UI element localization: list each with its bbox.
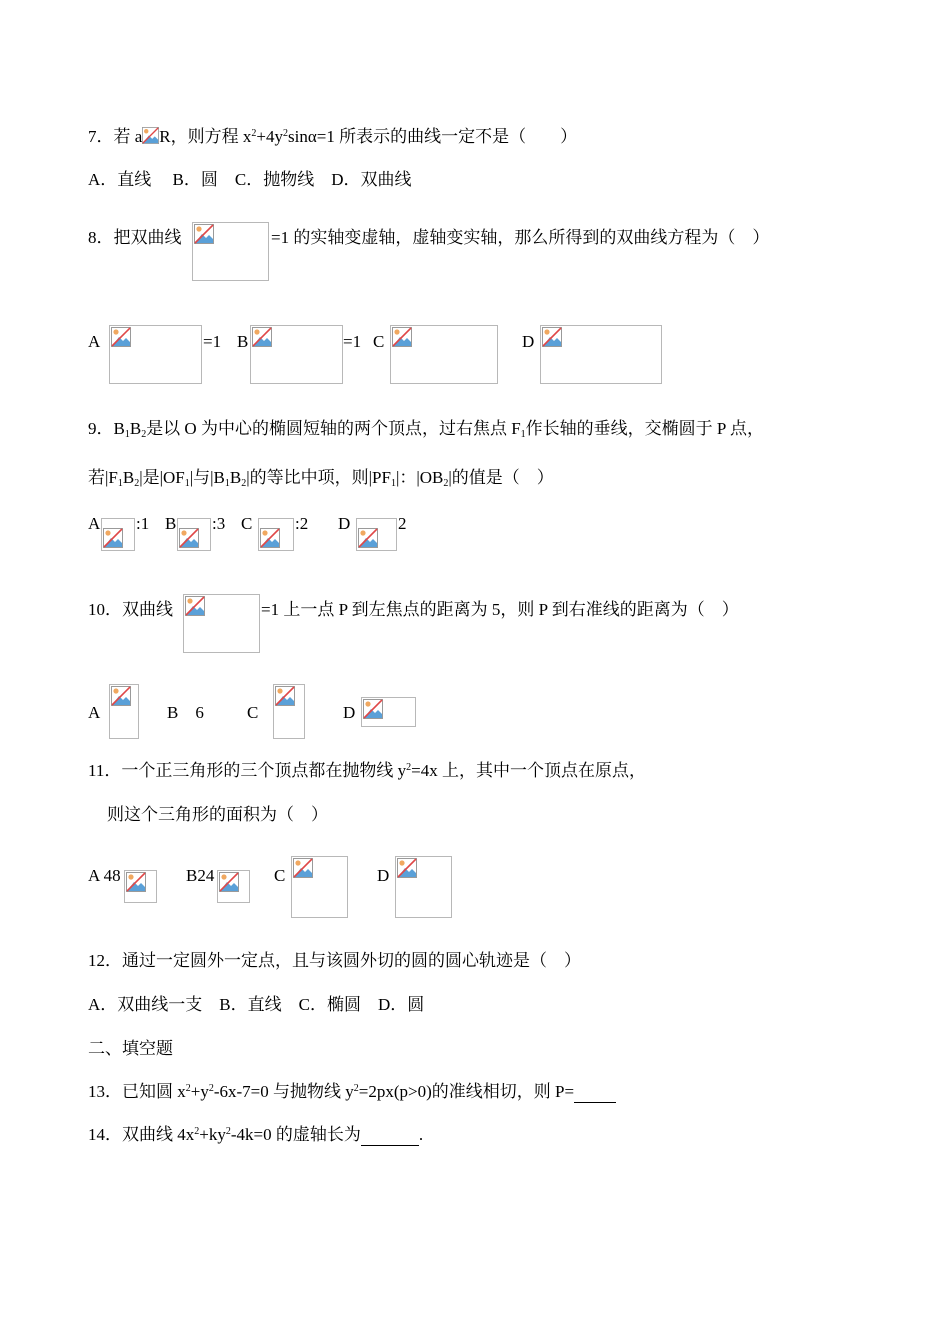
q11-option-b-image xyxy=(217,870,250,903)
broken-image-icon xyxy=(126,872,146,892)
broken-image-icon xyxy=(260,528,280,548)
q10-option-d-image xyxy=(361,697,416,727)
question-11-line-2: 则这个三角形的面积为（ ） xyxy=(107,805,328,824)
q10-option-d-label: D xyxy=(343,703,356,722)
broken-image-icon xyxy=(397,858,417,878)
equation-image xyxy=(192,222,269,281)
question-10-text-b: =1 上一点 P 到左焦点的距离为 5，则 P 到右准线的距离为（ ） xyxy=(261,600,739,619)
answer-blank[interactable] xyxy=(574,1082,616,1103)
q11-option-a-image xyxy=(124,870,157,903)
broken-image-icon xyxy=(358,528,378,548)
q8-option-b-label: B xyxy=(237,332,249,351)
broken-image-icon xyxy=(363,699,383,719)
q10-option-c-label: C xyxy=(247,703,259,722)
broken-image-icon xyxy=(111,686,131,706)
equation-image xyxy=(183,594,260,653)
question-14: 14．双曲线 $4x^2+ky^2-4k=0$ 的虚轴长为 . xyxy=(88,1125,424,1144)
broken-image-icon xyxy=(194,224,214,244)
broken-image-icon xyxy=(111,327,131,347)
q9-option-b-label: B xyxy=(165,514,177,533)
q7-options: A．直线 B．圆 C．抛物线 D．双曲线 xyxy=(88,170,412,189)
q10-option-a-image xyxy=(109,684,139,739)
q10-option-b: B 6 xyxy=(167,703,204,722)
broken-image-icon xyxy=(275,686,295,706)
q11-option-d-image xyxy=(395,856,452,918)
broken-image-icon xyxy=(293,858,313,878)
q7-number: 7． xyxy=(88,127,114,146)
q8-option-a-label: A xyxy=(88,332,101,351)
q9-option-c-label: C xyxy=(241,514,253,533)
broken-image-icon xyxy=(542,327,562,347)
q11-option-c-label: C xyxy=(274,866,286,885)
q10-option-c-image xyxy=(273,684,305,739)
question-8-text-b: =1 的实轴变虚轴，虚轴变实轴，那么所得到的双曲线方程为（ ） xyxy=(271,228,770,247)
q8-option-a-image xyxy=(109,325,202,384)
question-10-text-a: 10．双曲线 xyxy=(88,600,173,619)
question-8-text-a: 8．把双曲线 xyxy=(88,228,182,247)
q11-option-a-label: A 48 xyxy=(88,866,121,885)
q9-option-d-label: D xyxy=(338,514,351,533)
question-13: 13．已知圆 $x^2+y^2-6x-7=0$ 与抛物线 $y^2=2px(p>0)$的准线相切，则 P= xyxy=(88,1082,616,1103)
q9-option-b-image xyxy=(177,518,211,551)
q8-option-d-image xyxy=(540,325,662,384)
broken-image-icon xyxy=(103,528,123,548)
broken-image-icon xyxy=(219,872,239,892)
q9-option-c-image xyxy=(258,518,294,551)
q11-option-d-label: D xyxy=(377,866,390,885)
q8-option-c-label: C xyxy=(373,332,385,351)
broken-image-icon xyxy=(392,327,412,347)
q8-option-c-image xyxy=(390,325,498,384)
q9-option-a-image xyxy=(101,518,135,551)
question-11-line-1: 11．一个正三角形的三个顶点都在抛物线 $y^2=4x$ 上，其中一个顶点在原点， xyxy=(88,761,646,780)
q8-option-d-label: D xyxy=(522,332,535,351)
q8-option-b-image xyxy=(250,325,343,384)
question-7: 7．若 a R，则方程 $x^2+4y^2\sin\alpha=1$ 所表示的曲线一定不是（ ） xyxy=(88,127,578,146)
broken-image-icon xyxy=(185,596,205,616)
q10-option-a-label: A xyxy=(88,703,101,722)
question-9-line-1: 9．$B_1B_2$是以 O 为中心的椭圆短轴的两个顶点，过右焦点 $F_1$作长轴的垂线，交椭圆于 P 点， xyxy=(88,419,764,440)
broken-image-icon xyxy=(179,528,199,548)
q9-option-a-label: A xyxy=(88,514,101,533)
q11-option-c-image xyxy=(291,856,348,918)
q9-option-d-image xyxy=(356,518,397,551)
question-9-line-2: 若$|F_1B_2|$是$|OF_1|$与$|B_1B_2|$的等比中项，则$|PF_1|$：$|OB_2|$的值是（ ） xyxy=(88,468,554,489)
broken-image-icon xyxy=(142,127,159,144)
broken-image-icon xyxy=(252,327,272,347)
answer-blank[interactable] xyxy=(361,1125,419,1146)
question-12: 12．通过一定圆外一定点，且与该圆外切的圆的圆心轨迹是（ ） xyxy=(88,951,581,970)
section-heading-fill-blank: 二、填空题 xyxy=(88,1039,173,1058)
q12-options: A．双曲线一支 B．直线 C．椭圆 D．圆 xyxy=(88,995,425,1014)
q11-option-b-label: B24 xyxy=(186,866,215,885)
